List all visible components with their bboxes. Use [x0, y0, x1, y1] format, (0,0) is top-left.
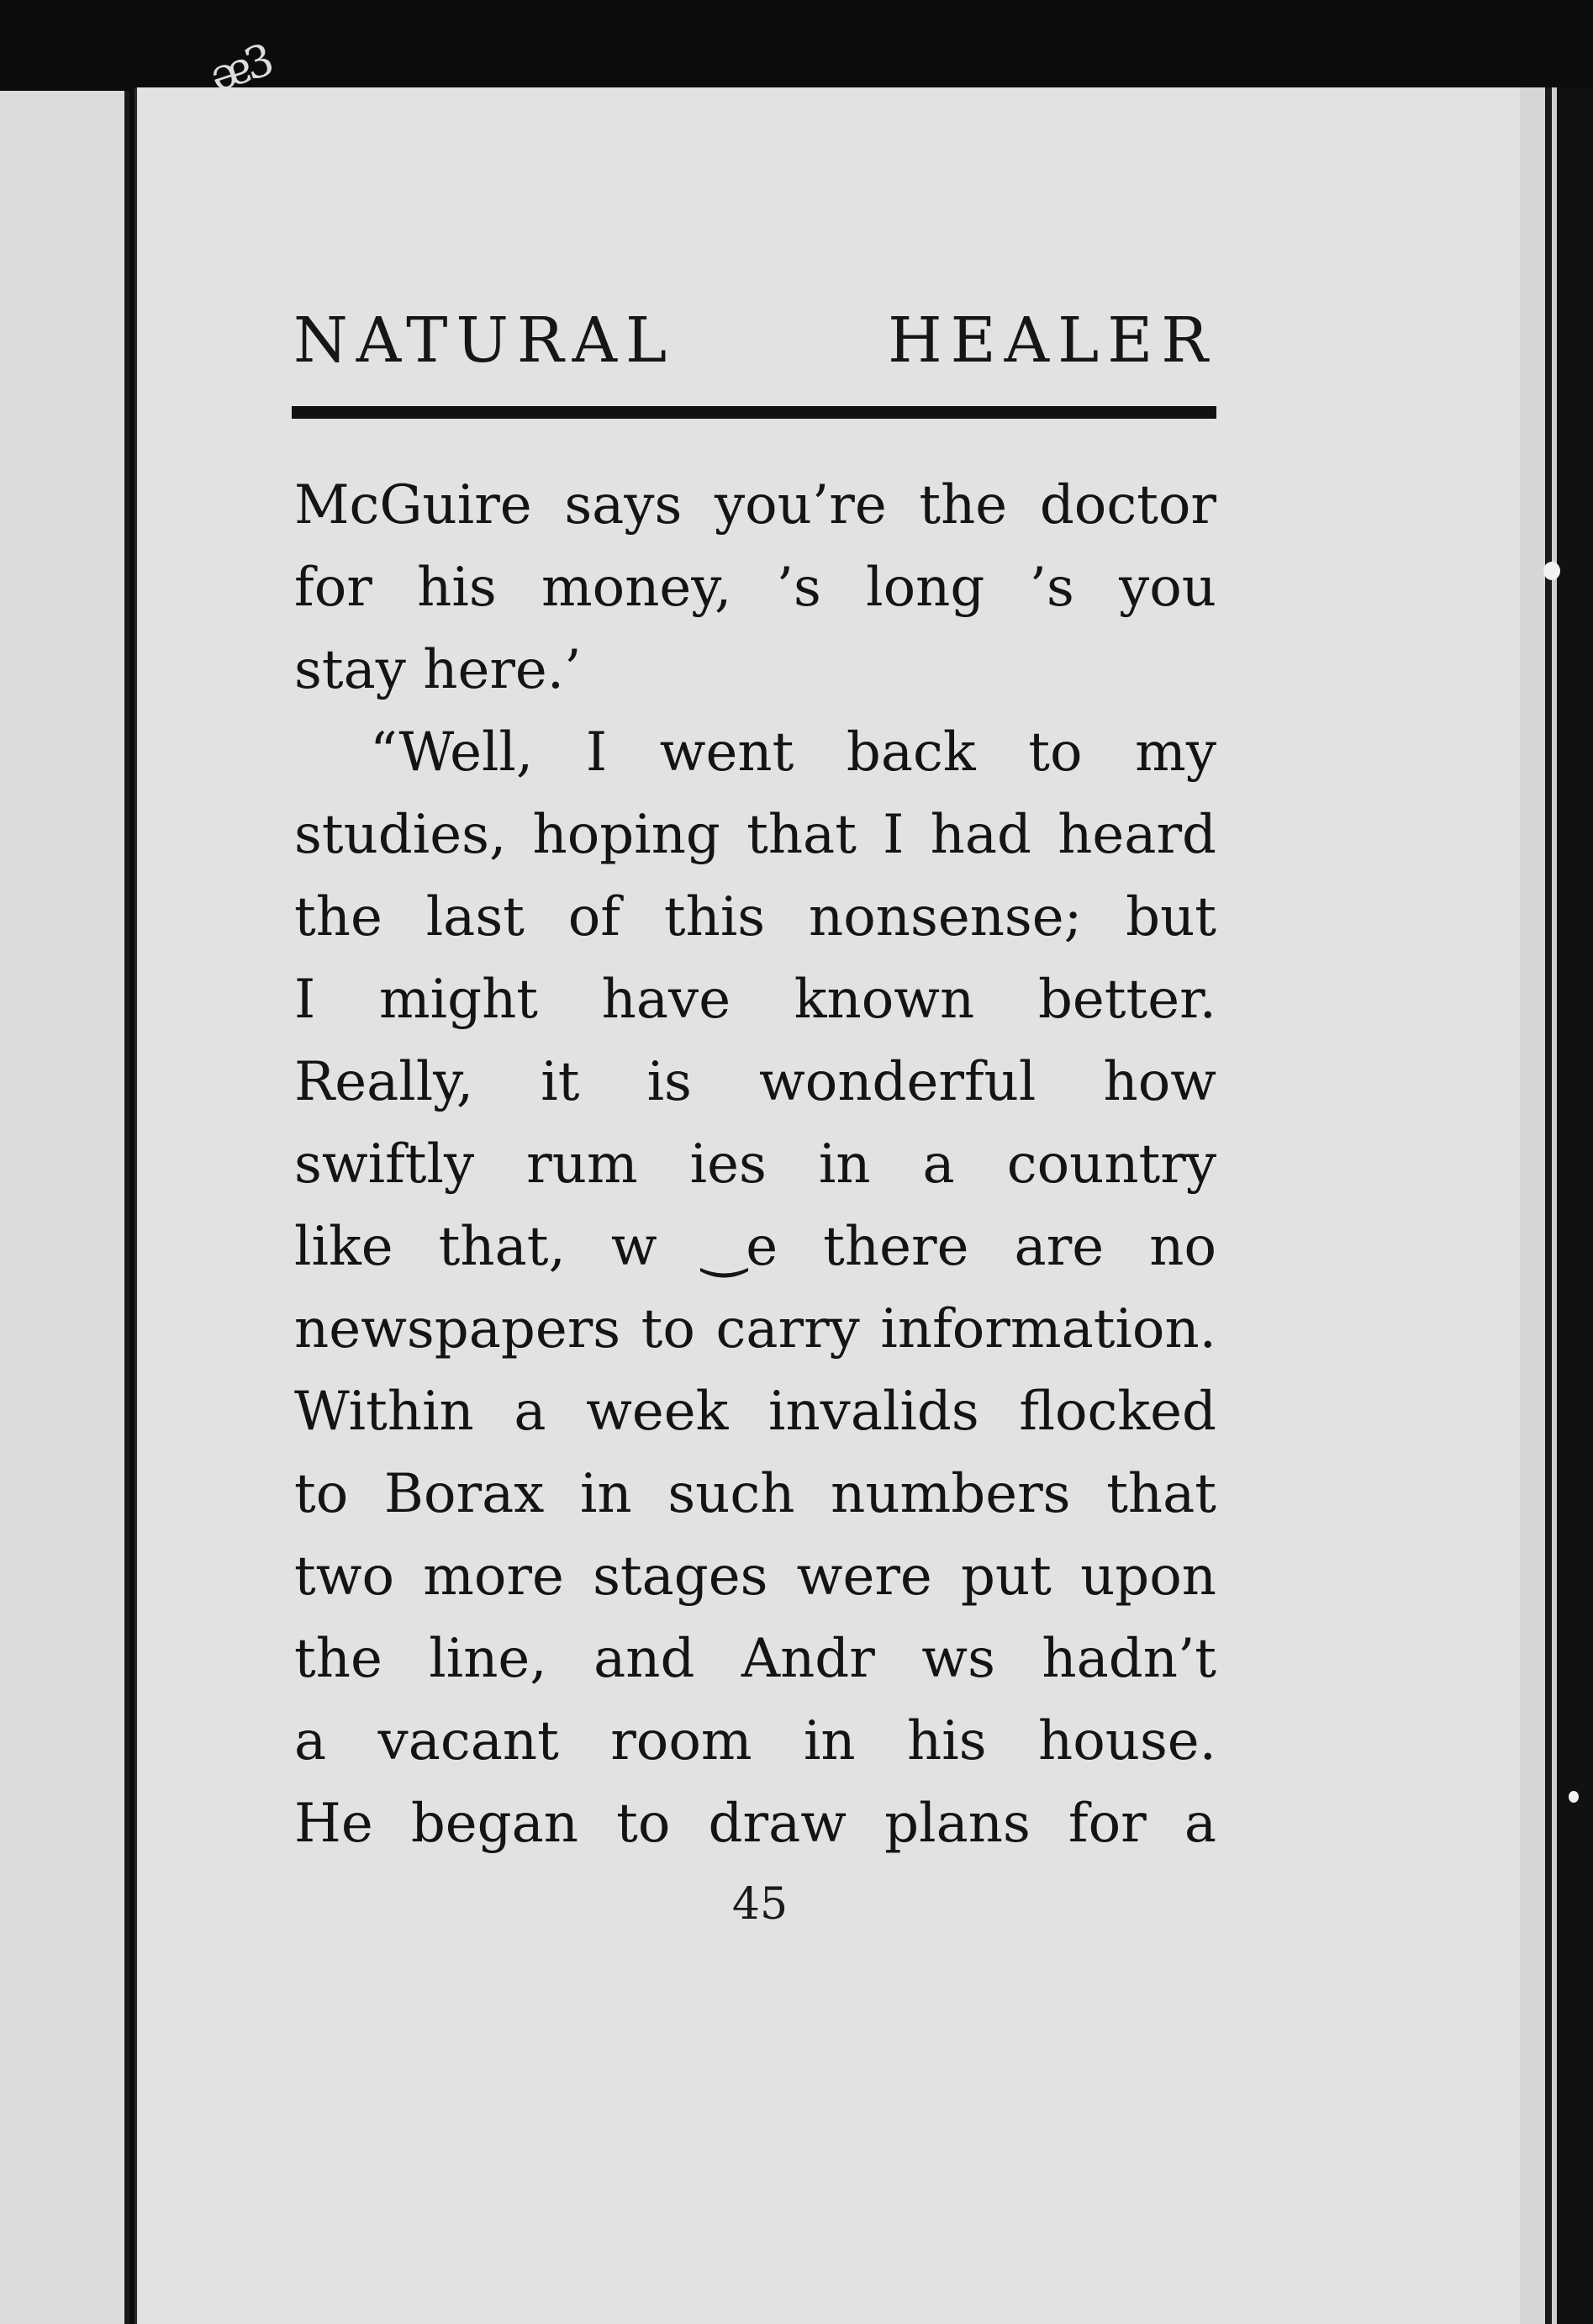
body-line: I might have known better. — [294, 969, 1216, 1031]
body-line: Really, it is wonderful how — [294, 1051, 1216, 1113]
body-line: for his money, ’s long ’s you — [294, 557, 1216, 619]
body-line: McGuire says you’re the doctor — [294, 474, 1216, 536]
body-line: stay here.’ — [294, 639, 582, 701]
body-line: a vacant room in his house. — [294, 1710, 1216, 1772]
running-head — [293, 304, 1216, 377]
body-text — [294, 464, 1216, 1865]
body-line: “Well, I went back to my — [370, 721, 1216, 784]
scan-speck — [1569, 1791, 1579, 1803]
body-line: two more stages were put upon — [294, 1545, 1216, 1608]
running-head-text: NATURAL HEALER — [293, 304, 1216, 377]
body-line: newspapers to carry information. — [294, 1298, 1216, 1360]
body-line: swiftly rum ies in a country — [294, 1133, 1216, 1196]
page-binding-edge — [1520, 87, 1593, 2324]
body-line: like that, w ‿e there are no — [294, 1216, 1216, 1278]
body-line: the line, and Andr ws hadn’t — [294, 1628, 1216, 1690]
previous-page-edge — [0, 91, 129, 2324]
body-line: the last of this nonsense; but — [294, 886, 1216, 948]
body-line: He began to draw plans for a — [294, 1793, 1216, 1855]
body-line: to Borax in such numbers that — [294, 1463, 1216, 1525]
scan-speck — [1543, 562, 1560, 580]
body-line: studies, hoping that I had heard — [294, 804, 1216, 866]
header-rule — [292, 406, 1216, 419]
body-line: Within a week invalids flocked — [294, 1381, 1216, 1443]
corner-mark: ᴂ3 — [203, 35, 276, 103]
page-number: 45 — [731, 1879, 789, 1930]
